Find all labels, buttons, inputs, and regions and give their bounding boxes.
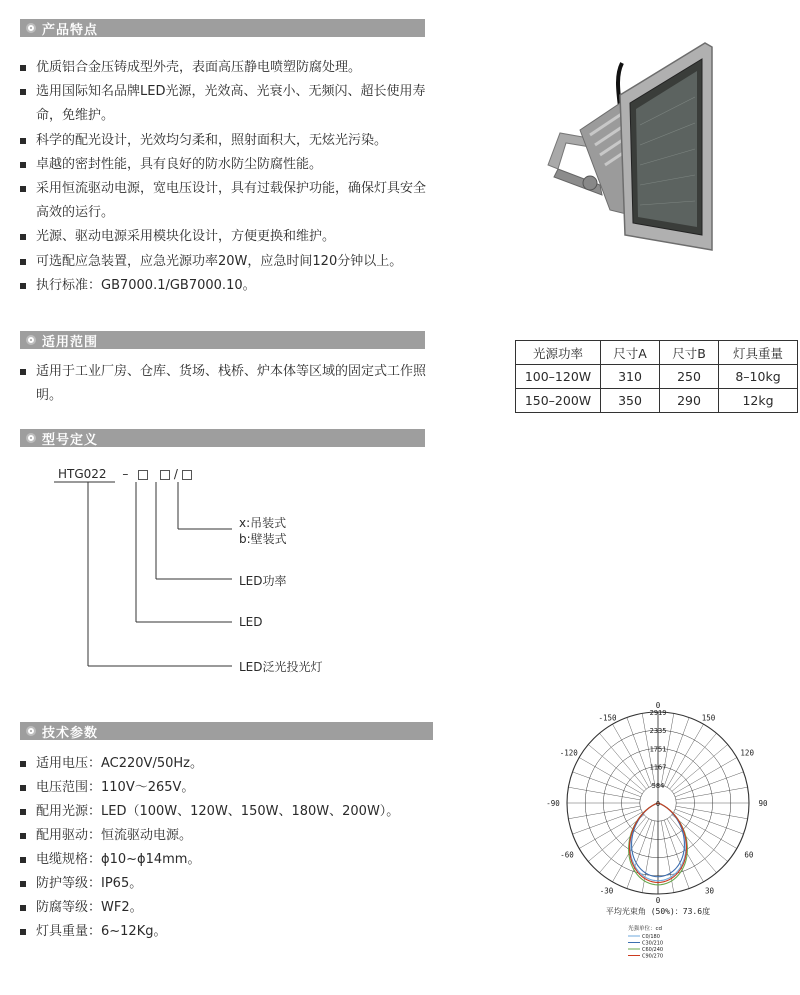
list-item <box>20 896 440 920</box>
angle-label: 0 <box>655 701 661 710</box>
square-bullet-icon <box>20 234 26 240</box>
legend-label: C90/270 <box>642 953 664 960</box>
polar-spoke <box>572 809 640 834</box>
angle-label: -60 <box>560 850 574 860</box>
list-item <box>20 177 428 225</box>
legend-label: C60/240 <box>642 947 664 953</box>
section-title: 产品特点 <box>42 22 99 38</box>
param-text: 灯具重量：6~12Kg。 <box>36 924 167 939</box>
table-header-cell: 尺寸B <box>660 341 719 365</box>
square-bullet-icon <box>20 809 26 815</box>
polar-spoke <box>568 787 640 800</box>
angle-label: 60 <box>744 850 754 860</box>
legend-title: 光强单位：cd <box>628 926 663 932</box>
mount-option-x: x:吊装式 <box>239 516 287 530</box>
polar-spoke <box>675 809 743 834</box>
list-item <box>20 824 440 848</box>
table-header-cell: 光源功率 <box>516 341 601 365</box>
feature-text: 优质铝合金压铸成型外壳，表面高压静电喷塑防腐处理。 <box>36 60 362 75</box>
table-header-row <box>516 341 798 365</box>
list-item <box>20 274 428 298</box>
scope-list <box>20 360 435 408</box>
square-bullet-icon <box>20 881 26 887</box>
table-row <box>516 365 798 389</box>
table-cell: 8–10kg <box>719 365 798 389</box>
model-name-label: LED泛光投光灯 <box>239 660 323 674</box>
feature-text: 科学的配光设计，光效均匀柔和，照射面积大，无炫光污染。 <box>36 132 388 148</box>
features-list <box>20 56 428 298</box>
polar-spoke <box>600 733 647 789</box>
polar-spoke <box>627 717 652 785</box>
feature-text: 光源、驱动电源采用模块化设计，方便更换和维护。 <box>36 229 336 245</box>
list-item <box>20 153 428 177</box>
model-slash: / <box>173 467 178 481</box>
placeholder-box-icon <box>182 470 192 480</box>
polar-spoke <box>613 724 649 787</box>
polar-legend <box>628 934 663 960</box>
beam-angle-label: 平均光束角 (50%)：73.6度 <box>605 907 711 916</box>
circle-bullet-icon <box>26 335 36 345</box>
section-header-features <box>20 19 425 37</box>
angle-label: 120 <box>740 748 754 758</box>
param-text: 配用驱动：恒流驱动电源。 <box>36 828 193 843</box>
square-bullet-icon <box>20 162 26 168</box>
list-item <box>20 752 440 776</box>
ring-value-label: 1167 <box>649 763 667 772</box>
square-bullet-icon <box>20 259 26 265</box>
feature-text: 选用国际知名品牌LED光源，光效高、光衰小、无频闪、超长使用寿命，免维护。 <box>36 84 426 124</box>
feature-text: 卓越的密封性能，具有良好的防水防尘防腐性能。 <box>36 156 323 172</box>
spec-table <box>515 340 798 413</box>
square-bullet-icon <box>20 761 26 767</box>
list-item <box>20 920 440 944</box>
square-bullet-icon <box>20 905 26 911</box>
square-bullet-icon <box>20 833 26 839</box>
angle-label: 30 <box>704 886 715 896</box>
square-bullet-icon <box>20 283 26 289</box>
placeholder-box-icon <box>160 470 170 480</box>
ring-value-label: 2335 <box>649 727 667 736</box>
polar-spoke <box>670 817 717 873</box>
model-code-row <box>58 467 192 481</box>
square-bullet-icon <box>20 65 26 71</box>
scope-text: 适用于工业厂房、仓库、货场、栈桥、炉本体等区域的固定式工作照明。 <box>36 364 427 403</box>
square-bullet-icon <box>20 857 26 863</box>
angle-label: -120 <box>559 748 578 758</box>
square-bullet-icon <box>20 785 26 791</box>
polar-spoke <box>572 772 640 797</box>
angle-label: 90 <box>758 799 768 808</box>
polar-spoke <box>568 806 640 819</box>
table-cell: 100–120W <box>516 365 601 389</box>
feature-text: 采用恒流驱动电源，宽电压设计，具有过载保护功能，确保灯具安全高效的运行。 <box>36 181 427 221</box>
model-led-label: LED <box>239 615 263 629</box>
angle-label: 0 <box>655 896 661 905</box>
angle-label: 150 <box>701 713 716 723</box>
section-header-params <box>20 722 433 740</box>
param-text: 防腐等级：WF2。 <box>36 900 143 915</box>
square-bullet-icon <box>20 929 26 935</box>
list-item <box>20 250 428 274</box>
circle-bullet-icon <box>26 726 36 736</box>
list-item <box>20 56 428 80</box>
table-cell: 12kg <box>719 389 798 413</box>
mount-option-b: b:壁装式 <box>239 532 287 546</box>
table-row <box>516 389 798 413</box>
square-bullet-icon <box>20 186 26 192</box>
polar-spoke <box>588 745 644 792</box>
angle-label: -150 <box>598 713 617 723</box>
ring-value-label: 1751 <box>649 745 667 754</box>
list-item <box>20 80 428 128</box>
ring-value-label: 2919 <box>649 709 667 717</box>
section-header-model <box>20 429 425 447</box>
param-text: 电压范围：110V～265V。 <box>36 780 195 795</box>
param-text: 配用光源：LED（100W、120W、150W、180W、200W）。 <box>36 804 400 819</box>
polar-spoke <box>676 806 748 819</box>
polar-spoke <box>588 815 644 862</box>
section-header-scope <box>20 331 425 349</box>
center-label: 0 <box>655 800 661 808</box>
polar-light-distribution-diagram <box>540 695 780 975</box>
polar-spoke <box>672 745 728 792</box>
legend-label: C0/180 <box>642 934 660 940</box>
feature-text: 可选配应急装置，应急光源功率20W，应急时间120分钟以上。 <box>36 253 403 269</box>
polar-spoke <box>670 733 717 789</box>
polar-spoke <box>667 724 703 787</box>
square-bullet-icon <box>20 138 26 144</box>
table-header-cell: 灯具重量 <box>719 341 798 365</box>
polar-spoke <box>600 817 647 873</box>
model-code: HTG022 <box>58 467 107 481</box>
polar-spoke <box>672 815 728 862</box>
legend-label: C30/210 <box>642 940 664 947</box>
circle-bullet-icon <box>26 433 36 443</box>
list-item <box>20 800 440 824</box>
section-title: 适用范围 <box>42 334 99 350</box>
table-cell: 150–200W <box>516 389 601 413</box>
square-bullet-icon <box>20 369 26 375</box>
table-cell: 290 <box>660 389 719 413</box>
polar-spoke <box>579 758 642 794</box>
model-power-label: LED功率 <box>239 574 287 588</box>
table-cell: 350 <box>601 389 660 413</box>
table-header-cell: 尺寸A <box>601 341 660 365</box>
polar-spoke <box>674 758 737 794</box>
polar-spoke <box>675 772 743 797</box>
section-title: 技术参数 <box>42 725 99 741</box>
list-item <box>20 848 440 872</box>
ring-value-label: 584 <box>651 781 665 790</box>
list-item <box>20 872 440 896</box>
table-cell: 310 <box>601 365 660 389</box>
polar-spoke <box>676 787 748 800</box>
section-title: 型号定义 <box>42 432 99 448</box>
feature-text: 执行标准：GB7000.1/GB7000.10。 <box>36 277 256 293</box>
list-item <box>20 776 440 800</box>
list-item <box>20 225 428 249</box>
param-text: 防护等级：IP65。 <box>36 876 143 891</box>
angle-label: -30 <box>599 886 614 896</box>
param-text: 电缆规格：ϕ10~ϕ14mm。 <box>36 852 201 867</box>
angle-label: -90 <box>546 799 560 808</box>
placeholder-box-icon <box>138 470 148 480</box>
list-item <box>20 360 435 408</box>
floodlight-product-image <box>530 35 730 265</box>
polar-spoke <box>664 717 689 785</box>
params-list <box>20 752 440 944</box>
table-cell: 250 <box>660 365 719 389</box>
list-item <box>20 129 428 153</box>
circle-bullet-icon <box>26 23 36 33</box>
model-dash: – <box>122 467 129 481</box>
square-bullet-icon <box>20 89 26 95</box>
param-text: 适用电压：AC220V/50Hz。 <box>36 756 203 771</box>
